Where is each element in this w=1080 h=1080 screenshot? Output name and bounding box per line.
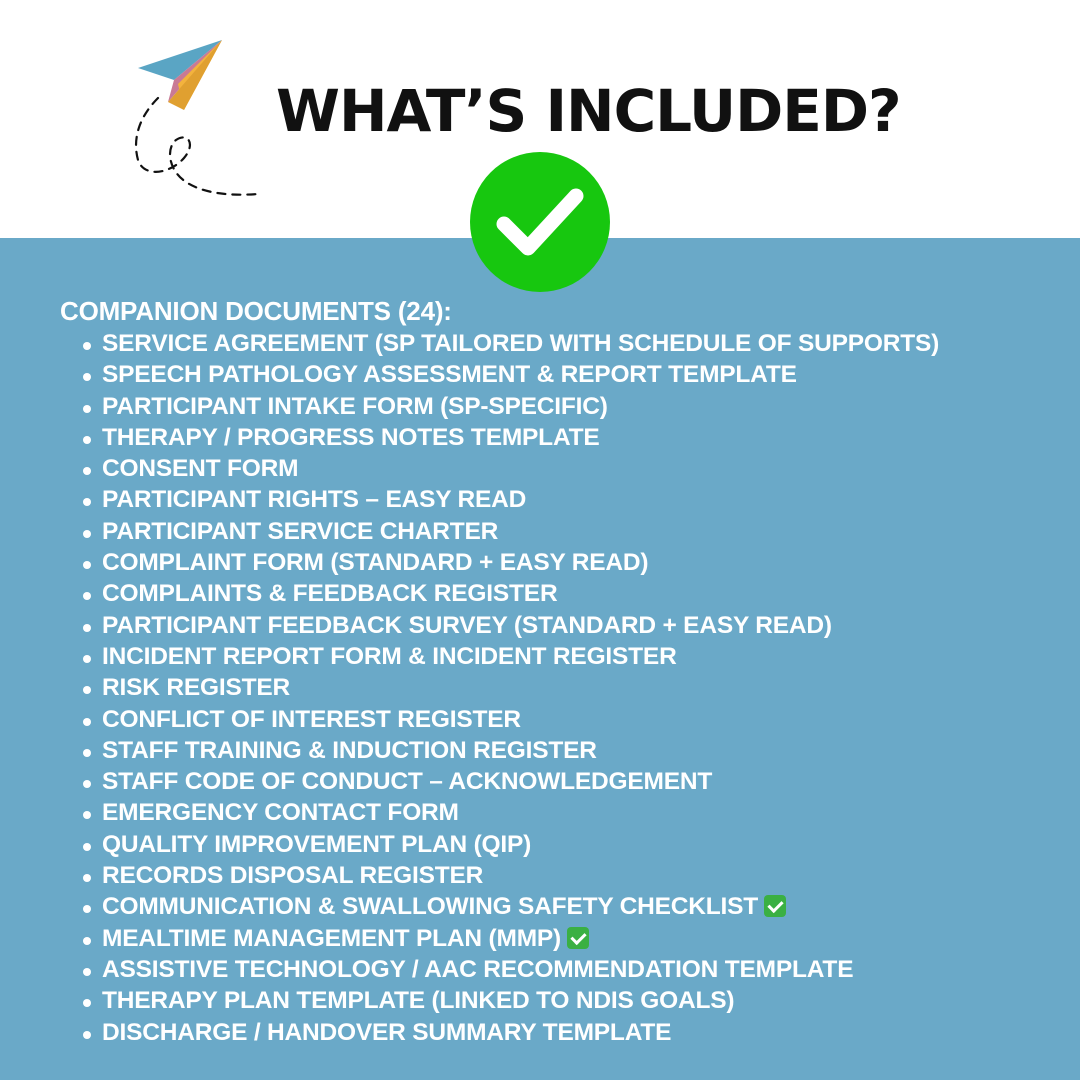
list-item-label: CONFLICT OF INTEREST REGISTER <box>102 705 521 733</box>
list-item <box>60 547 1060 578</box>
list-item-label: SPEECH PATHOLOGY ASSESSMENT & REPORT TEMPLATE <box>102 361 797 389</box>
bullet-icon <box>83 968 91 976</box>
bullet-icon <box>83 561 91 569</box>
bullet-icon <box>83 530 91 538</box>
bullet-icon <box>83 498 91 506</box>
list-item <box>60 641 1060 672</box>
list-item-label: RECORDS DISPOSAL REGISTER <box>102 862 484 890</box>
bullet-icon <box>83 655 91 663</box>
list-item <box>60 954 1060 985</box>
list-item-label: THERAPY / PROGRESS NOTES TEMPLATE <box>102 423 600 451</box>
list-item-label: PARTICIPANT RIGHTS – EASY READ <box>102 486 527 514</box>
list-item-label: DISCHARGE / HANDOVER SUMMARY TEMPLATE <box>102 1018 672 1046</box>
list-item-label: COMPLAINT FORM (STANDARD + EASY READ) <box>102 549 649 577</box>
list-item-label: THERAPY PLAN TEMPLATE (LINKED TO NDIS GOALS) <box>102 987 735 1015</box>
bullet-icon <box>83 780 91 788</box>
list-item <box>60 704 1060 735</box>
list-item <box>60 484 1060 515</box>
list-item <box>60 610 1060 641</box>
bullet-icon <box>83 1031 91 1039</box>
bullet-icon <box>83 405 91 413</box>
paper-plane-icon <box>128 36 263 206</box>
list-item <box>60 1017 1060 1048</box>
bullet-icon <box>83 373 91 381</box>
list-item <box>60 578 1060 609</box>
list-item-label: MEALTIME MANAGEMENT PLAN (MMP) <box>102 924 561 952</box>
bullet-icon <box>83 905 91 913</box>
bullet-icon <box>83 436 91 444</box>
bullet-icon <box>83 624 91 632</box>
list-item <box>60 860 1060 891</box>
list-item <box>60 923 1060 954</box>
list-item-label: ASSISTIVE TECHNOLOGY / AAC RECOMMENDATION TEMPLATE <box>102 955 854 983</box>
list-item <box>60 672 1060 703</box>
list-item <box>60 359 1060 390</box>
document-list <box>60 328 1060 1048</box>
companion-documents <box>60 296 1060 1048</box>
list-heading: COMPANION DOCUMENTS (24): <box>60 296 452 326</box>
list-item-label: EMERGENCY CONTACT FORM <box>102 799 459 827</box>
list-item-label: RISK REGISTER <box>102 674 290 702</box>
list-item-label: CONSENT FORM <box>102 455 299 483</box>
bullet-icon <box>83 467 91 475</box>
page-title: WHAT’S INCLUDED? <box>276 77 901 145</box>
bullet-icon <box>83 749 91 757</box>
bullet-icon <box>83 592 91 600</box>
list-item-label: PARTICIPANT FEEDBACK SURVEY (STANDARD + EASY READ) <box>102 611 832 639</box>
bullet-icon <box>83 811 91 819</box>
list-item <box>60 516 1060 547</box>
list-item-label: SERVICE AGREEMENT (SP TAILORED WITH SCHEDULE OF SUPPORTS) <box>102 330 940 357</box>
bullet-icon <box>83 342 91 350</box>
bullet-icon <box>83 937 91 945</box>
list-item <box>60 391 1060 422</box>
list-item <box>60 453 1060 484</box>
check-mark-box-icon <box>764 895 786 917</box>
list-item-label: STAFF TRAINING & INDUCTION REGISTER <box>102 736 597 764</box>
list-item <box>60 985 1060 1016</box>
bullet-icon <box>83 686 91 694</box>
list-item-label: COMPLAINTS & FEEDBACK REGISTER <box>102 580 558 608</box>
bullet-icon <box>83 874 91 882</box>
list-item <box>60 766 1060 797</box>
list-item-label: PARTICIPANT SERVICE CHARTER <box>102 517 499 545</box>
list-item-label: INCIDENT REPORT FORM & INCIDENT REGISTER <box>102 642 677 670</box>
bullet-icon <box>83 843 91 851</box>
list-item <box>60 735 1060 766</box>
list-item <box>60 422 1060 453</box>
list-item-label: PARTICIPANT INTAKE FORM (SP-SPECIFIC) <box>102 392 608 420</box>
check-circle-icon <box>470 152 610 292</box>
bullet-icon <box>83 718 91 726</box>
list-item <box>60 891 1060 922</box>
list-item-label: COMMUNICATION & SWALLOWING SAFETY CHECKLIST <box>102 893 759 921</box>
list-item-label: STAFF CODE OF CONDUCT – ACKNOWLEDGEMENT <box>102 768 713 796</box>
check-mark-box-icon <box>567 927 589 949</box>
bullet-icon <box>83 999 91 1007</box>
list-item <box>60 797 1060 828</box>
list-item-label: QUALITY IMPROVEMENT PLAN (QIP) <box>102 830 532 858</box>
list-item <box>60 328 1060 359</box>
list-item <box>60 829 1060 860</box>
